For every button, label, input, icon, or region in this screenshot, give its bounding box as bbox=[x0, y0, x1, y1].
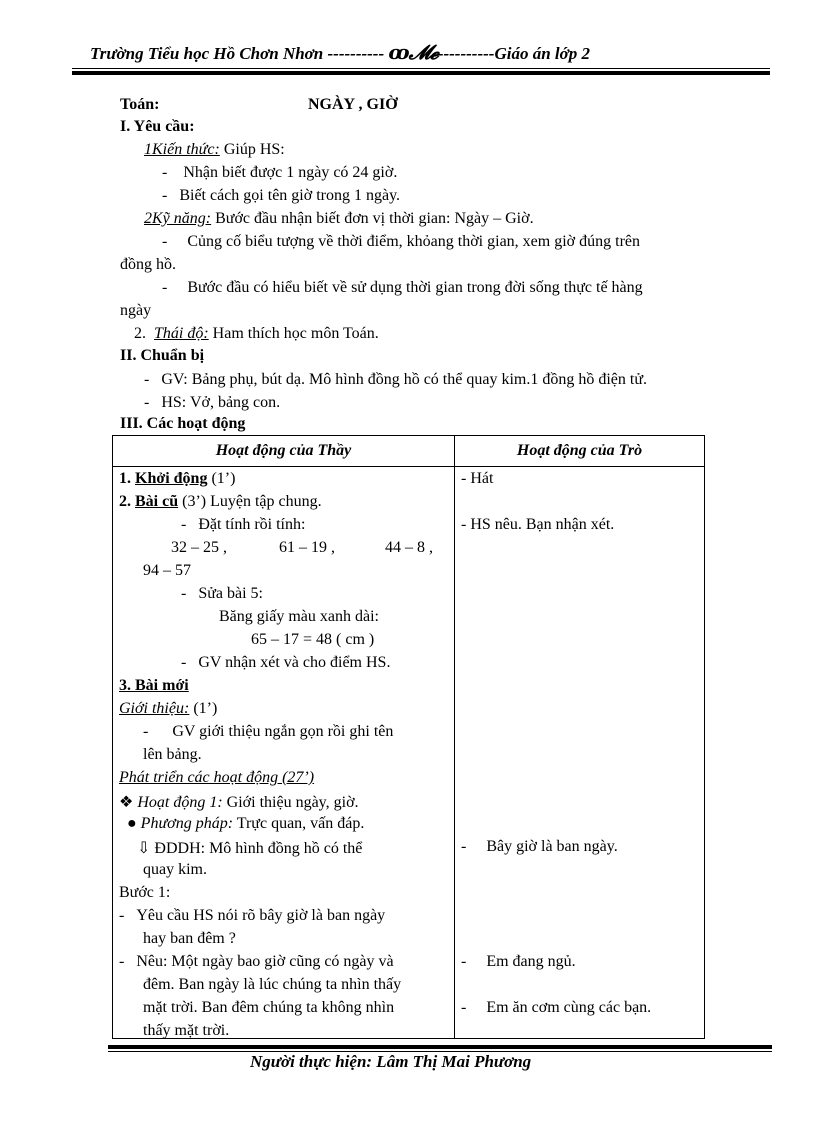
list-item: - Biết cách gọi tên giờ trong 1 ngày. bbox=[162, 187, 401, 204]
list-item: - Bây giờ là ban ngày. bbox=[461, 838, 618, 855]
ornament-logo: ꝏ𝓜𝓮 bbox=[388, 42, 438, 64]
skills-line bbox=[144, 210, 534, 228]
knowledge-label: 1Kiến thức: bbox=[144, 141, 220, 158]
knowledge-text: Giúp HS: bbox=[219, 141, 285, 158]
review-line bbox=[119, 493, 322, 511]
knowledge-item-2: Biết cách gọi tên giờ trong 1 ngày. bbox=[179, 187, 401, 204]
step-1-ask: Yêu cầu HS nói rõ bây giờ là ban ngày bbox=[136, 907, 386, 924]
intro-line bbox=[119, 700, 217, 718]
grade-label: Giáo án lớp 2 bbox=[494, 44, 590, 63]
footer-author: Người thực hiện: Lâm Thị Mai Phương bbox=[250, 1052, 532, 1071]
review-text: (3’) Luyện tập chung. bbox=[178, 493, 322, 510]
header-dashes-right: ---------- bbox=[437, 44, 495, 63]
fix-exercise: Sửa bài 5: bbox=[198, 585, 263, 602]
subject-label: Toán: bbox=[120, 96, 160, 113]
section-activities-heading: III. Các hoạt động bbox=[120, 415, 246, 432]
knowledge-line bbox=[144, 141, 285, 159]
expr-1: 32 – 25 , bbox=[171, 539, 227, 556]
prep-item-teacher: GV: Bảng phụ, bút dạ. Mô hình đồng hồ có thể quay kim.1 đồng hồ điện tử. bbox=[161, 371, 647, 388]
student-answer: - HS nêu. Bạn nhận xét. bbox=[461, 516, 615, 533]
list-item: - Sửa bài 5: bbox=[181, 585, 263, 602]
intro-text-cont: lên bảng. bbox=[143, 746, 202, 763]
materials-text-cont: quay kim. bbox=[143, 861, 207, 878]
expr-3: 44 – 8 , bbox=[385, 539, 433, 556]
teacher-grading: GV nhận xét và cho điểm HS. bbox=[198, 654, 391, 671]
materials-text: ĐDDH: Mô hình đồng hồ có thể bbox=[154, 840, 363, 857]
skills-label: 2Kỹ năng: bbox=[144, 210, 212, 227]
student-response-day: Bây giờ là ban ngày. bbox=[486, 838, 618, 855]
section-requirements-heading: I. Yêu cầu: bbox=[120, 118, 195, 135]
review-number: 2. bbox=[119, 493, 135, 510]
header-rule-thin bbox=[72, 68, 770, 69]
develop-activities-heading: Phát triển các hoạt động (27’) bbox=[119, 769, 315, 786]
attitude-line bbox=[134, 325, 379, 343]
activity-1-line bbox=[119, 792, 359, 812]
student-response-eat: Em ăn cơm cùng các bạn. bbox=[486, 999, 652, 1016]
student-response-sleep: Em đang ngủ. bbox=[486, 953, 576, 970]
step-1-ask-cont: hay ban đêm ? bbox=[143, 930, 236, 947]
student-activities-cell bbox=[455, 467, 705, 1039]
lesson-title: NGÀY , GIỜ bbox=[308, 96, 398, 113]
list-item: - Em đang ngủ. bbox=[461, 953, 576, 970]
warmup-time: (1’) bbox=[207, 470, 236, 487]
problem-answer: 65 – 17 = 48 ( cm ) bbox=[251, 631, 375, 648]
attitude-label: Thái độ: bbox=[154, 325, 209, 342]
review-label: Bài cũ bbox=[135, 493, 179, 510]
skills-item-2: Bước đầu có hiểu biết về sử dụng thời gian trong đời sống thực tế hàng bbox=[187, 279, 643, 296]
warmup-line bbox=[119, 470, 235, 488]
intro-label: Giới thiệu: bbox=[119, 700, 190, 717]
list-item: - Đặt tính rồi tính: bbox=[181, 516, 306, 533]
prep-item-student: HS: Vở, bảng con. bbox=[161, 394, 281, 411]
list-item: - Em ăn cơm cùng các bạn. bbox=[461, 999, 652, 1016]
warmup-number: 1. bbox=[119, 470, 135, 487]
method-text: Trực quan, vấn đáp. bbox=[233, 815, 365, 832]
activity-1-text: Giới thiệu ngày, giờ. bbox=[222, 794, 359, 811]
step-1-explain-3: mặt trời. Ban đêm chúng ta không nhìn bbox=[143, 999, 395, 1016]
teacher-column-header: Hoạt động của Thầy bbox=[113, 436, 455, 467]
expr-2: 61 – 19 , bbox=[279, 539, 335, 556]
step-1-explain-2: đêm. Ban ngày là lúc chúng ta nhìn thấy bbox=[143, 976, 402, 993]
student-sing: - Hát bbox=[461, 470, 494, 487]
header-dashes-left: ---------- bbox=[327, 44, 385, 63]
step-1-label: Bước 1: bbox=[119, 884, 171, 901]
header-rule-thick bbox=[72, 71, 770, 75]
skills-text: Bước đầu nhận biết đơn vị thời gian: Ngày – Giờ. bbox=[211, 210, 534, 227]
bullet-dot-icon: ● bbox=[127, 815, 137, 832]
warmup-label: Khởi động bbox=[135, 470, 208, 487]
footer-rule-thick bbox=[108, 1045, 772, 1049]
student-column-header: Hoạt động của Trò bbox=[455, 436, 705, 467]
list-item: - Nhận biết được 1 ngày có 24 giờ. bbox=[162, 164, 398, 181]
intro-time: (1’) bbox=[189, 700, 218, 717]
materials-line bbox=[137, 838, 362, 858]
step-1-explain-4: thấy mặt trời. bbox=[143, 1022, 230, 1039]
teacher-activities-cell bbox=[113, 467, 455, 1039]
skills-item-2-cont: ngày bbox=[120, 302, 152, 319]
expr-4: 94 – 57 bbox=[143, 562, 191, 579]
intro-text: GV giới thiệu ngắn gọn rồi ghi tên bbox=[172, 723, 394, 740]
list-item: - Bước đầu có hiểu biết về sử dụng thời gian trong đời sống thực tế hàng bbox=[162, 279, 643, 296]
new-lesson-heading: 3. Bài mới bbox=[119, 677, 189, 694]
activity-1-label: Hoạt động 1: bbox=[137, 794, 223, 811]
attitude-text: Ham thích học môn Toán. bbox=[208, 325, 379, 342]
task-compute: Đặt tính rồi tính: bbox=[198, 516, 306, 533]
problem-text: Băng giấy màu xanh dài: bbox=[219, 608, 379, 625]
list-item: - Yêu cầu HS nói rõ bây giờ là ban ngày bbox=[119, 907, 386, 924]
down-arrow-icon: ⇩ bbox=[137, 840, 151, 857]
list-item: - GV: Bảng phụ, bút dạ. Mô hình đồng hồ có thể quay kim.1 đồng hồ điện tử. bbox=[144, 371, 647, 388]
list-item: - HS: Vở, bảng con. bbox=[144, 394, 281, 411]
list-item: - Nêu: Một ngày bao giờ cũng có ngày và bbox=[119, 953, 394, 970]
list-item: - GV nhận xét và cho điểm HS. bbox=[181, 654, 391, 671]
knowledge-item-1: Nhận biết được 1 ngày có 24 giờ. bbox=[183, 164, 398, 181]
step-1-explain: Nêu: Một ngày bao giờ cũng có ngày và bbox=[136, 953, 394, 970]
skills-item-1: Củng cố biểu tượng về thời điểm, khỏang thời gian, xem giờ đúng trên bbox=[187, 233, 640, 250]
school-name: Trường Tiểu học Hồ Chơn Nhơn bbox=[90, 44, 324, 63]
section-preparation-heading: II. Chuẩn bị bbox=[120, 347, 205, 364]
activities-table bbox=[112, 435, 705, 1039]
diamond-bullet-icon: ❖ bbox=[119, 794, 134, 811]
method-label: Phương pháp: bbox=[140, 815, 234, 832]
list-item: - GV giới thiệu ngắn gọn rồi ghi tên bbox=[143, 723, 394, 740]
page-header bbox=[90, 40, 590, 65]
skills-item-1-cont: đồng hồ. bbox=[120, 256, 176, 273]
attitude-number: 2. bbox=[134, 325, 146, 342]
list-item: - Củng cố biểu tượng về thời điểm, khỏang thời gian, xem giờ đúng trên bbox=[162, 233, 640, 250]
method-line bbox=[127, 815, 364, 833]
